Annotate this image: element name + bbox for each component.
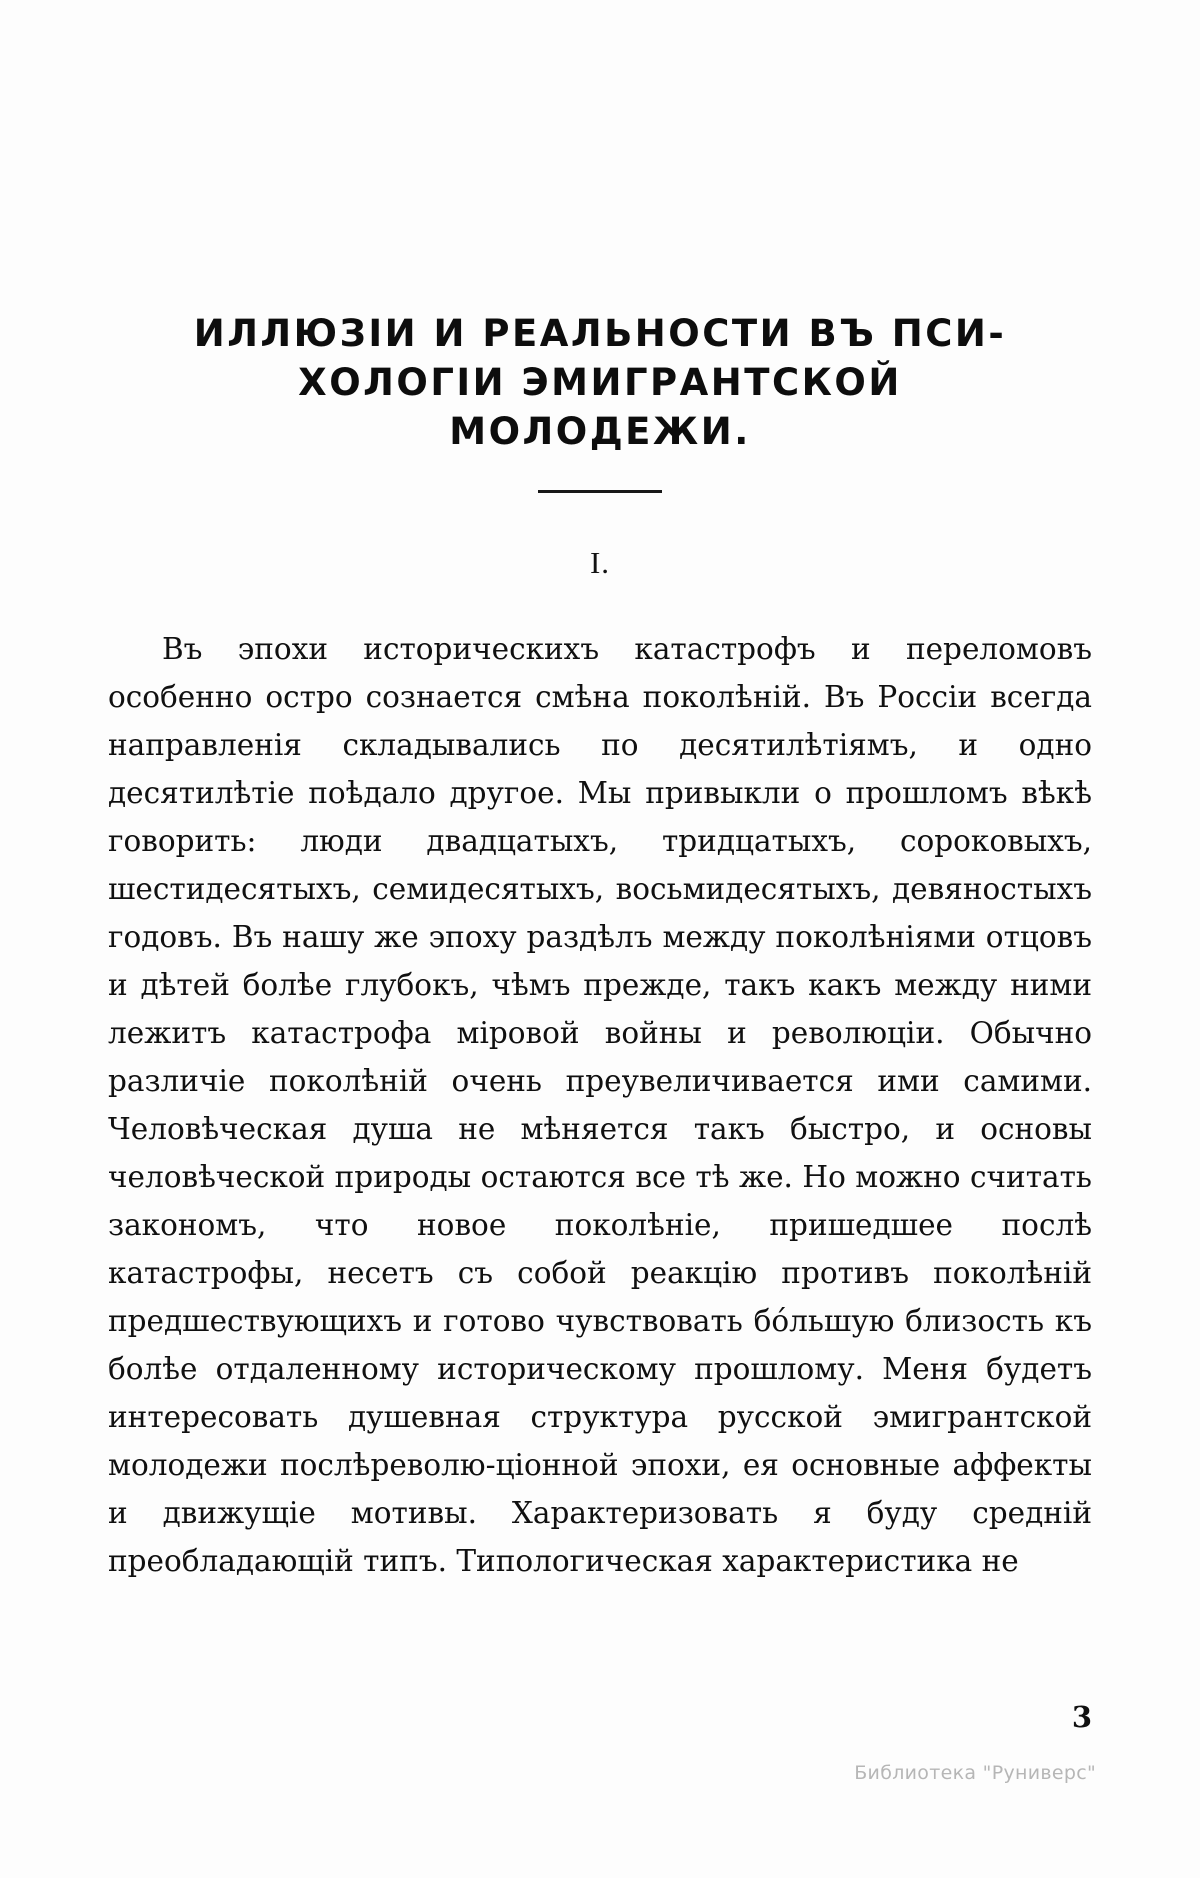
paragraph-1: Въ эпохи историческихъ катастрофъ и переломовъ особенно остро сознается смѣна поколѣній. Въ Россіи всегда направленія складывались по десятилѣтіямъ, и одно десятилѣтіе поѣдало другое. Мы привыкли о прошломъ вѣкѣ говорить: люди двадцатыхъ, тридцатыхъ, сороковыхъ, шестидесятыхъ, семидесятыхъ, восьмидесятыхъ, девяностыхъ годовъ. Въ нашу же эпоху раздѣлъ между поколѣніями отцовъ и дѣтей болѣе глубокъ, чѣмъ прежде, такъ какъ между ними лежитъ катастрофа міровой войны и революціи. Обычно различіе поколѣній очень преувеличивается ими самими. Человѣческая душа не мѣняется такъ быстро, и основы человѣческой природы остаются все тѣ же. Но можно считать закономъ, что новое поколѣніе, пришедшее послѣ катастрофы, несетъ съ собой реакцію противъ поколѣній предшествующихъ и готово чувствовать бо́льшую близость къ болѣе отдаленному историческому прошлому. Меня будетъ интересовать душевная структура русской эмигрантской молодежи послѣреволю-ціонной эпохи, ея основные аффекты и движущіе мотивы. Характеризовать я буду средній преобладающій типъ. Типологическая характеристика не <box>108 632 1092 1579</box>
page-number: 3 <box>1071 1700 1092 1734</box>
title-divider <box>538 490 662 493</box>
page-content <box>108 0 1092 1585</box>
library-watermark: Библиотека "Руниверс" <box>854 1762 1096 1784</box>
title-line-1: ИЛЛЮЗIИ И РЕАЛЬНОСТИ ВЪ ПСИ- <box>193 312 1007 355</box>
page-title <box>108 310 1092 456</box>
title-line-2: ХОЛОГІИ ЭМИГРАНТСКОЙ <box>298 360 902 404</box>
body-text <box>108 625 1092 1585</box>
section-number: I. <box>589 545 611 581</box>
title-line-3: МОЛОДЕЖИ. <box>449 409 751 453</box>
